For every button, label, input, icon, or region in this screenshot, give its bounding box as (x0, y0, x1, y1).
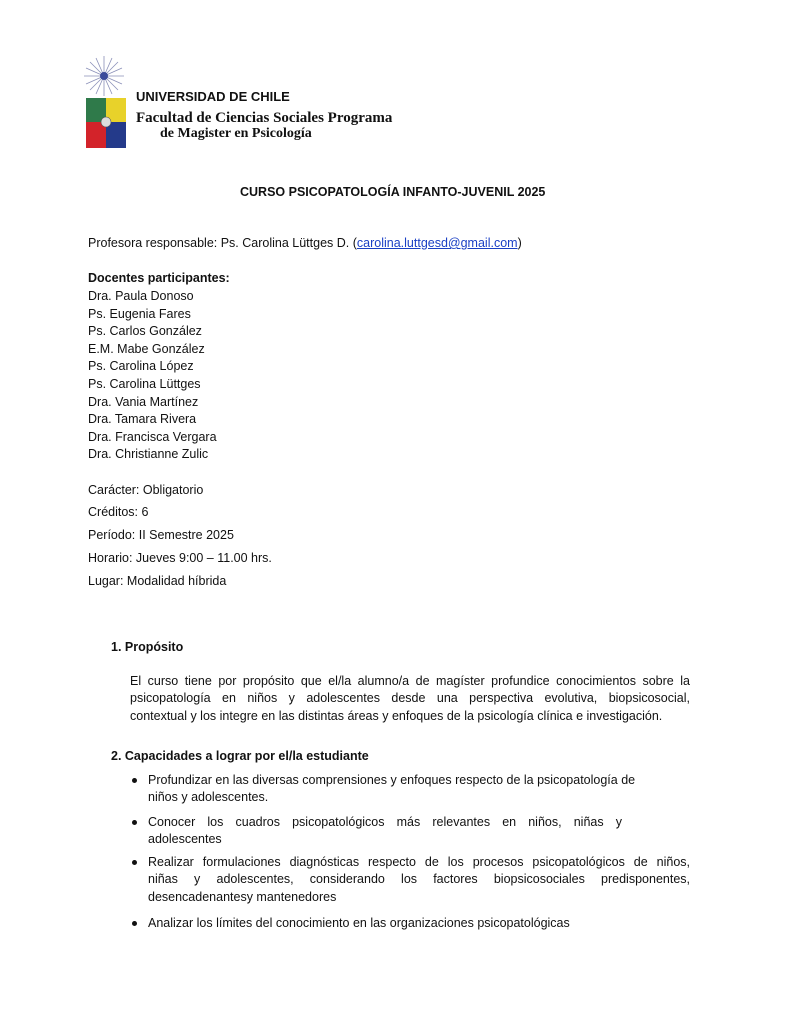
bullet-icon (132, 921, 137, 926)
bullet-icon (132, 778, 137, 783)
docente-name: Dra. Vania Martínez (88, 394, 199, 409)
capacity-line: niños y adolescentes. (148, 790, 269, 804)
responsible-close: ) (517, 236, 522, 250)
course-info-item: Créditos: 6 (88, 505, 149, 519)
capacity-line: Conocer los cuadros psicopatológicos más relevantes en niños, niñas y (148, 815, 622, 829)
docente-name: Ps. Carlos González (88, 324, 202, 339)
course-info-item: Horario: Jueves 9:00 – 11.00 hrs. (88, 551, 272, 565)
capacity-line: desencadenantesy mantenedores (148, 890, 337, 904)
capacity-line: niñas y adolescentes, considerando los factores biopsicosociales predisponentes, (148, 872, 690, 886)
capacity-line: Profundizar en las diversas comprensiones y enfoques respecto de la psicopatología de (148, 773, 636, 787)
course-title: CURSO PSICOPATOLOGÍA INFANTO-JUVENIL 2025 (240, 185, 546, 199)
section-2-heading: 2. Capacidades a lograr por el/la estudiante (111, 749, 369, 763)
university-logo (84, 56, 130, 150)
docente-name: Dra. Tamara Rivera (88, 412, 197, 427)
faculty-line-2: de Magister en Psicología (160, 126, 312, 141)
bullet-icon (132, 860, 137, 865)
course-info-item: Lugar: Modalidad híbrida (88, 574, 227, 588)
capacity-line: Realizar formulaciones diagnósticas respecto de los procesos psicopatológicos de niños, (148, 855, 690, 869)
docente-name: Ps. Eugenia Fares (88, 306, 191, 321)
responsible-professor (88, 235, 522, 251)
purpose-line: El curso tiene por propósito que el/la alumno/a de magíster profundice conocimientos sobre la (130, 674, 690, 688)
docente-name: E.M. Mabe González (88, 341, 205, 356)
bullet-icon (132, 820, 137, 825)
docente-name: Dra. Paula Donoso (88, 289, 194, 303)
course-info-item: Carácter: Obligatorio (88, 483, 204, 497)
faculty-line-1: Facultad de Ciencias Sociales Programa (136, 110, 393, 126)
purpose-line: contextual y los integre en las distintas áreas y enfoques de la psicología clínica e investigación. (130, 709, 663, 723)
docente-name: Dra. Christianne Zulic (88, 447, 209, 462)
docentes-heading: Docentes participantes: (88, 271, 230, 285)
capacity-line: adolescentes (148, 832, 222, 846)
university-name: UNIVERSIDAD DE CHILE (136, 89, 290, 104)
course-info-item: Período: II Semestre 2025 (88, 528, 234, 542)
docente-name: Ps. Carolina López (88, 359, 194, 374)
email-link[interactable]: carolina.luttgesd@gmail.com (356, 236, 518, 250)
responsible-label: Profesora responsable: Ps. Carolina Lüttges D. ( (88, 236, 357, 250)
docente-name: Dra. Francisca Vergara (88, 429, 217, 444)
purpose-line: psicopatología en niños y adolescentes desde una perspectiva evolutiva, biopsicosocial, (130, 691, 690, 705)
section-1-heading: 1. Propósito (111, 640, 184, 654)
docente-name: Ps. Carolina Lüttges (88, 377, 201, 391)
capacity-line: Analizar los límites del conocimiento en las organizaciones psicopatológicas (148, 916, 570, 930)
